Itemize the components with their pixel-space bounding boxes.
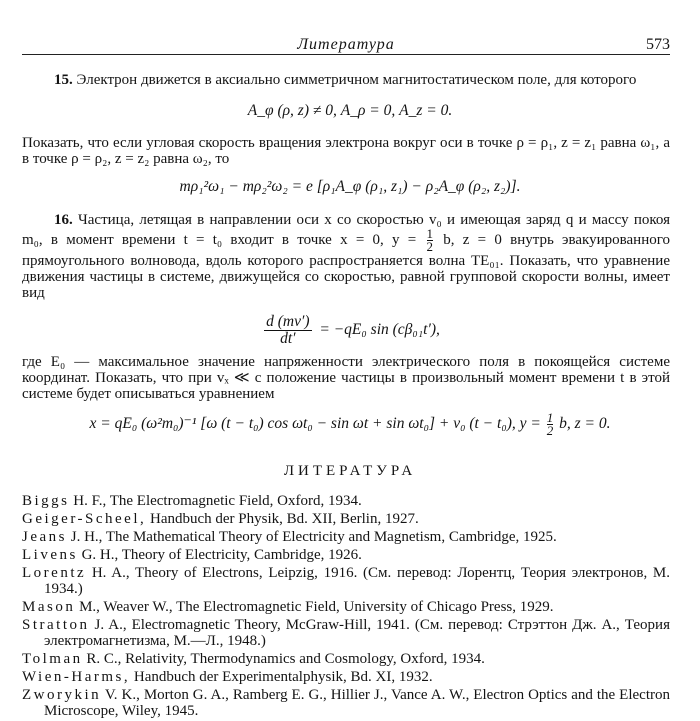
reference-text: Handbuch der Experimentalphysik, Bd. XI, 1932. bbox=[130, 669, 433, 685]
problem-16-text-c: где E₀ — максимальное значение напряженности электрического поля в покоящейся системе координат. Показать, что при vₓ ≪ c положение частицы в произвольный момент времени t в этой системе будет описываться уравнением bbox=[22, 354, 670, 402]
reference-author: Mason bbox=[22, 599, 76, 615]
reference-text: H. F., The Electromagnetic Field, Oxford, 1934. bbox=[69, 493, 362, 509]
reference-item bbox=[22, 687, 670, 719]
one-half-fraction bbox=[427, 228, 434, 253]
reference-item bbox=[22, 651, 670, 667]
problem-15-text-2: Показать, что если угловая скорость вращения электрона вокруг оси в точке ρ = ρ₁, z = z₁ равна ω₁, а в точке ρ = ρ₂, z = z₂ равна ω₂, то bbox=[22, 135, 670, 167]
problem-16-number: 16. bbox=[54, 212, 73, 228]
reference-item bbox=[22, 529, 670, 545]
derivative-fraction bbox=[264, 314, 311, 347]
reference-author: Lorentz bbox=[22, 565, 87, 581]
derivative-denominator: dt′ bbox=[280, 330, 296, 347]
reference-item bbox=[22, 511, 670, 527]
reference-text: H. A., Theory of Electrons, Leipzig, 1916. (См. перевод: Лорентц, Теория электронов, М. 1934.) bbox=[44, 565, 670, 597]
problem-16-text-a: Частица, летящая в направлении оси x со скоростью v₀ и имеющая заряд q и массу покоя m₀, в момент времени t = t₀ входит в точке x = 0, y = bbox=[22, 212, 671, 248]
final-half-numerator: 1 bbox=[546, 410, 554, 425]
reference-text: V. K., Morton G. A., Ramberg E. G., Hillier J., Vance A. W., Electron Optics and the Electron Microscope, Wiley, 1945. bbox=[44, 687, 670, 719]
reference-author: Biggs bbox=[22, 493, 70, 509]
reference-text: J. A., Electromagnetic Theory, McGraw-Hill, 1941. (См. перевод: Стрэттон Дж. А., Теория электромагнетизма, М.—Л., 1948.) bbox=[44, 617, 670, 649]
reference-item bbox=[22, 669, 670, 685]
running-header bbox=[22, 36, 670, 55]
reference-author: Jeans bbox=[22, 529, 67, 545]
reference-item bbox=[22, 617, 670, 649]
reference-author: Geiger-Scheel, bbox=[22, 511, 147, 527]
final-one-half bbox=[547, 412, 554, 437]
problem-15-equation-1: A_φ (ρ, z) ≠ 0, A_ρ = 0, A_z = 0. bbox=[247, 102, 453, 119]
reference-text: G. H., Theory of Electricity, Cambridge, 1926. bbox=[77, 547, 362, 563]
reference-item bbox=[22, 565, 670, 597]
header-title: Литература bbox=[297, 36, 395, 53]
page-number: 573 bbox=[646, 36, 670, 53]
final-equation-part-b: b, z = 0. bbox=[559, 415, 611, 433]
reference-author: Zworykin bbox=[22, 687, 102, 703]
section-title: ЛИТЕРАТУРА bbox=[283, 463, 417, 479]
equation-rhs: = −qE₀ sin (cβ₀₁t′), bbox=[319, 321, 440, 339]
problem-15-number: 15. bbox=[54, 72, 73, 88]
reference-text: Handbuch der Physik, Bd. XII, Berlin, 1927. bbox=[146, 511, 419, 527]
reference-text: M., Weaver W., The Electromagnetic Field, University of Chicago Press, 1929. bbox=[75, 599, 554, 615]
reference-author: Livens bbox=[22, 547, 78, 563]
reference-item bbox=[22, 599, 670, 615]
problem-16-text-b: b, z = 0 внутрь эвакуированного прямоугольного волновода, вдоль которого распространяется волна TE₀₁. Показать, что уравнение движения частицы в системе, движущейся со скоростью, равной групповой скорости волны, имеет вид bbox=[22, 231, 671, 301]
reference-text: R. C., Relativity, Thermodynamics and Cosmology, Oxford, 1934. bbox=[82, 651, 485, 667]
final-equation-part-a: x = qE₀ (ω²m₀)⁻¹ [ω (t − t₀) cos ωt₀ − sin ωt + sin ωt₀] + v₀ (t − t₀), y = bbox=[89, 415, 541, 433]
half-numerator: 1 bbox=[426, 226, 433, 241]
final-half-denominator: 2 bbox=[546, 423, 554, 438]
problem-15-text: Электрон движется в аксиально симметричном магнитостатическом поле, для которого bbox=[76, 72, 637, 88]
reference-text: J. H., The Mathematical Theory of Electricity and Magnetism, Cambridge, 1925. bbox=[67, 529, 557, 545]
reference-author: Tolman bbox=[22, 651, 83, 667]
problem-16-equation-final bbox=[0, 412, 700, 437]
problem-15-statement bbox=[22, 72, 670, 88]
half-denominator: 2 bbox=[426, 239, 433, 254]
reference-item bbox=[22, 493, 670, 509]
reference-author: Stratton bbox=[22, 617, 90, 633]
reference-item bbox=[22, 547, 670, 563]
references-list bbox=[22, 493, 670, 721]
derivative-numerator: d (mv′) bbox=[266, 313, 310, 330]
reference-author: Wien-Harms, bbox=[22, 669, 131, 685]
problem-15-equation-2: mρ₁²ω₁ − mρ₂²ω₂ = e [ρ₁A_φ (ρ₁, z₁) − ρ₂A_φ (ρ₂, z₂)]. bbox=[179, 178, 521, 195]
problem-16-statement bbox=[22, 212, 670, 301]
problem-16-equation-motion bbox=[0, 314, 700, 347]
